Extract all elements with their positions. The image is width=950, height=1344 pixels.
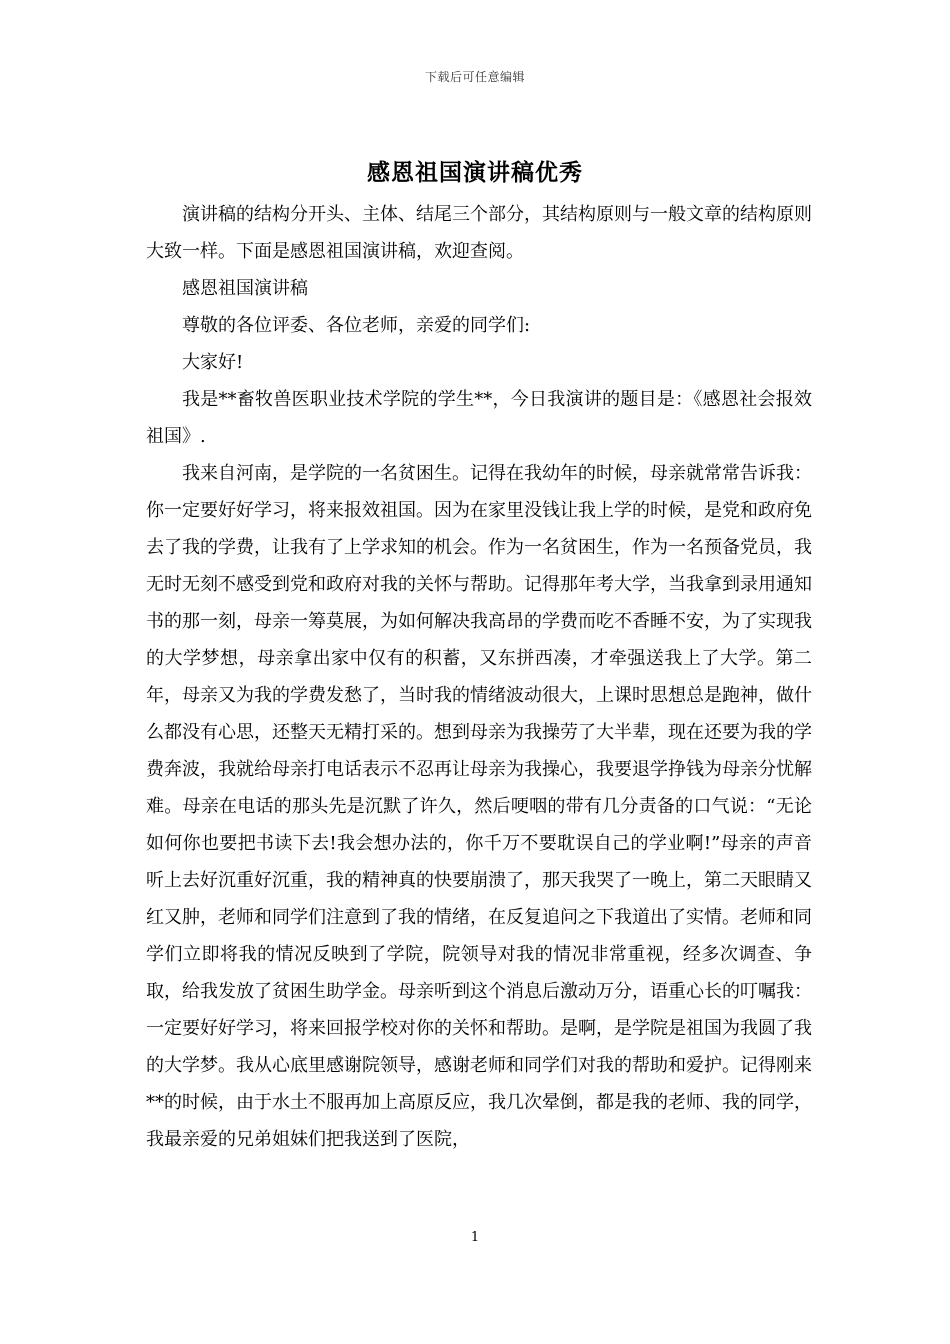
paragraph-salutation: 尊敬的各位评委、各位老师，亲爱的同学们:: [182, 315, 531, 336]
document-title: 感恩祖国演讲稿优秀: [367, 159, 583, 186]
document-body: [146, 196, 812, 1158]
paragraph-greeting: 大家好!: [182, 352, 244, 373]
paragraph-intro: 演讲稿的结构分开头、主体、结尾三个部分，其结构原则与一般文章的结构原则大致一样。下面是感恩祖国演讲稿，欢迎查阅。: [146, 204, 812, 262]
paragraph-self-introduction: 我是**畜牧兽医职业技术学院的学生**，今日我演讲的题目是：《感恩社会报效祖国》.: [146, 389, 812, 447]
paragraph-story: 我来自河南，是学院的一名贫困生。记得在我幼年的时候，母亲就常常告诉我：你一定要好好学习，将来报效祖国。因为在家里没钱让我上学的时候，是党和政府免去了我的学费，让我有了上学求知的机会。作为一名贫困生，作为一名预备党员，我无时无刻不感受到党和政府对我的关怀与帮助。记得那年考大学，当我拿到录用通知书的那一刻，母亲一筹莫展，为如何解决我高昂的学费而吃不香睡不安，为了实现我的大学梦想，母亲拿出家中仅有的积蓄，又东拼西凑，才牵强送我上了大学。第二年，母亲又为我的学费发愁了，当时我的情绪波动很大，上课时思想总是跑神，做什么都没有心思，还整天无精打采的。想到母亲为我操劳了大半辈，现在还要为我的学费奔波，我就给母亲打电话表示不忍再让母亲为我操心，我要退学挣钱为母亲分忧解难。母亲在电话的那头先是沉默了许久，然后哽咽的带有几分责备的口气说：“无论如何你也要把书读下去!我会想办法的，你千万不要耽误自己的学业啊!”母亲的声音听上去好沉重好沉重，我的精神真的快要崩溃了，那天我哭了一晚上，第二天眼睛又红又肿，老师和同学们注意到了我的情绪，在反复追问之下我道出了实情。老师和同学们立即将我的情况反映到了学院，院领导对我的情况非常重视，经多次调查、争取，给我发放了贫困生助学金。母亲听到这个消息后激动万分，语重心长的叮嘱我：一定要好好学习，将来回报学校对你的关怀和帮助。是啊，是学院是祖国为我圆了我的大学梦。我从心底里感谢院领导，感谢老师和同学们对我的帮助和爱护。记得刚来**的时候，由于水土不服再加上高原反应，我几次晕倒，都是我的老师、我的同学，我最亲爱的兄弟姐妹们把我送到了医院，: [146, 463, 812, 1150]
page-number: 1: [470, 1230, 480, 1245]
page-header-note: 下载后可任意编辑: [424, 70, 525, 84]
paragraph-speech-heading: 感恩祖国演讲稿: [182, 278, 308, 299]
